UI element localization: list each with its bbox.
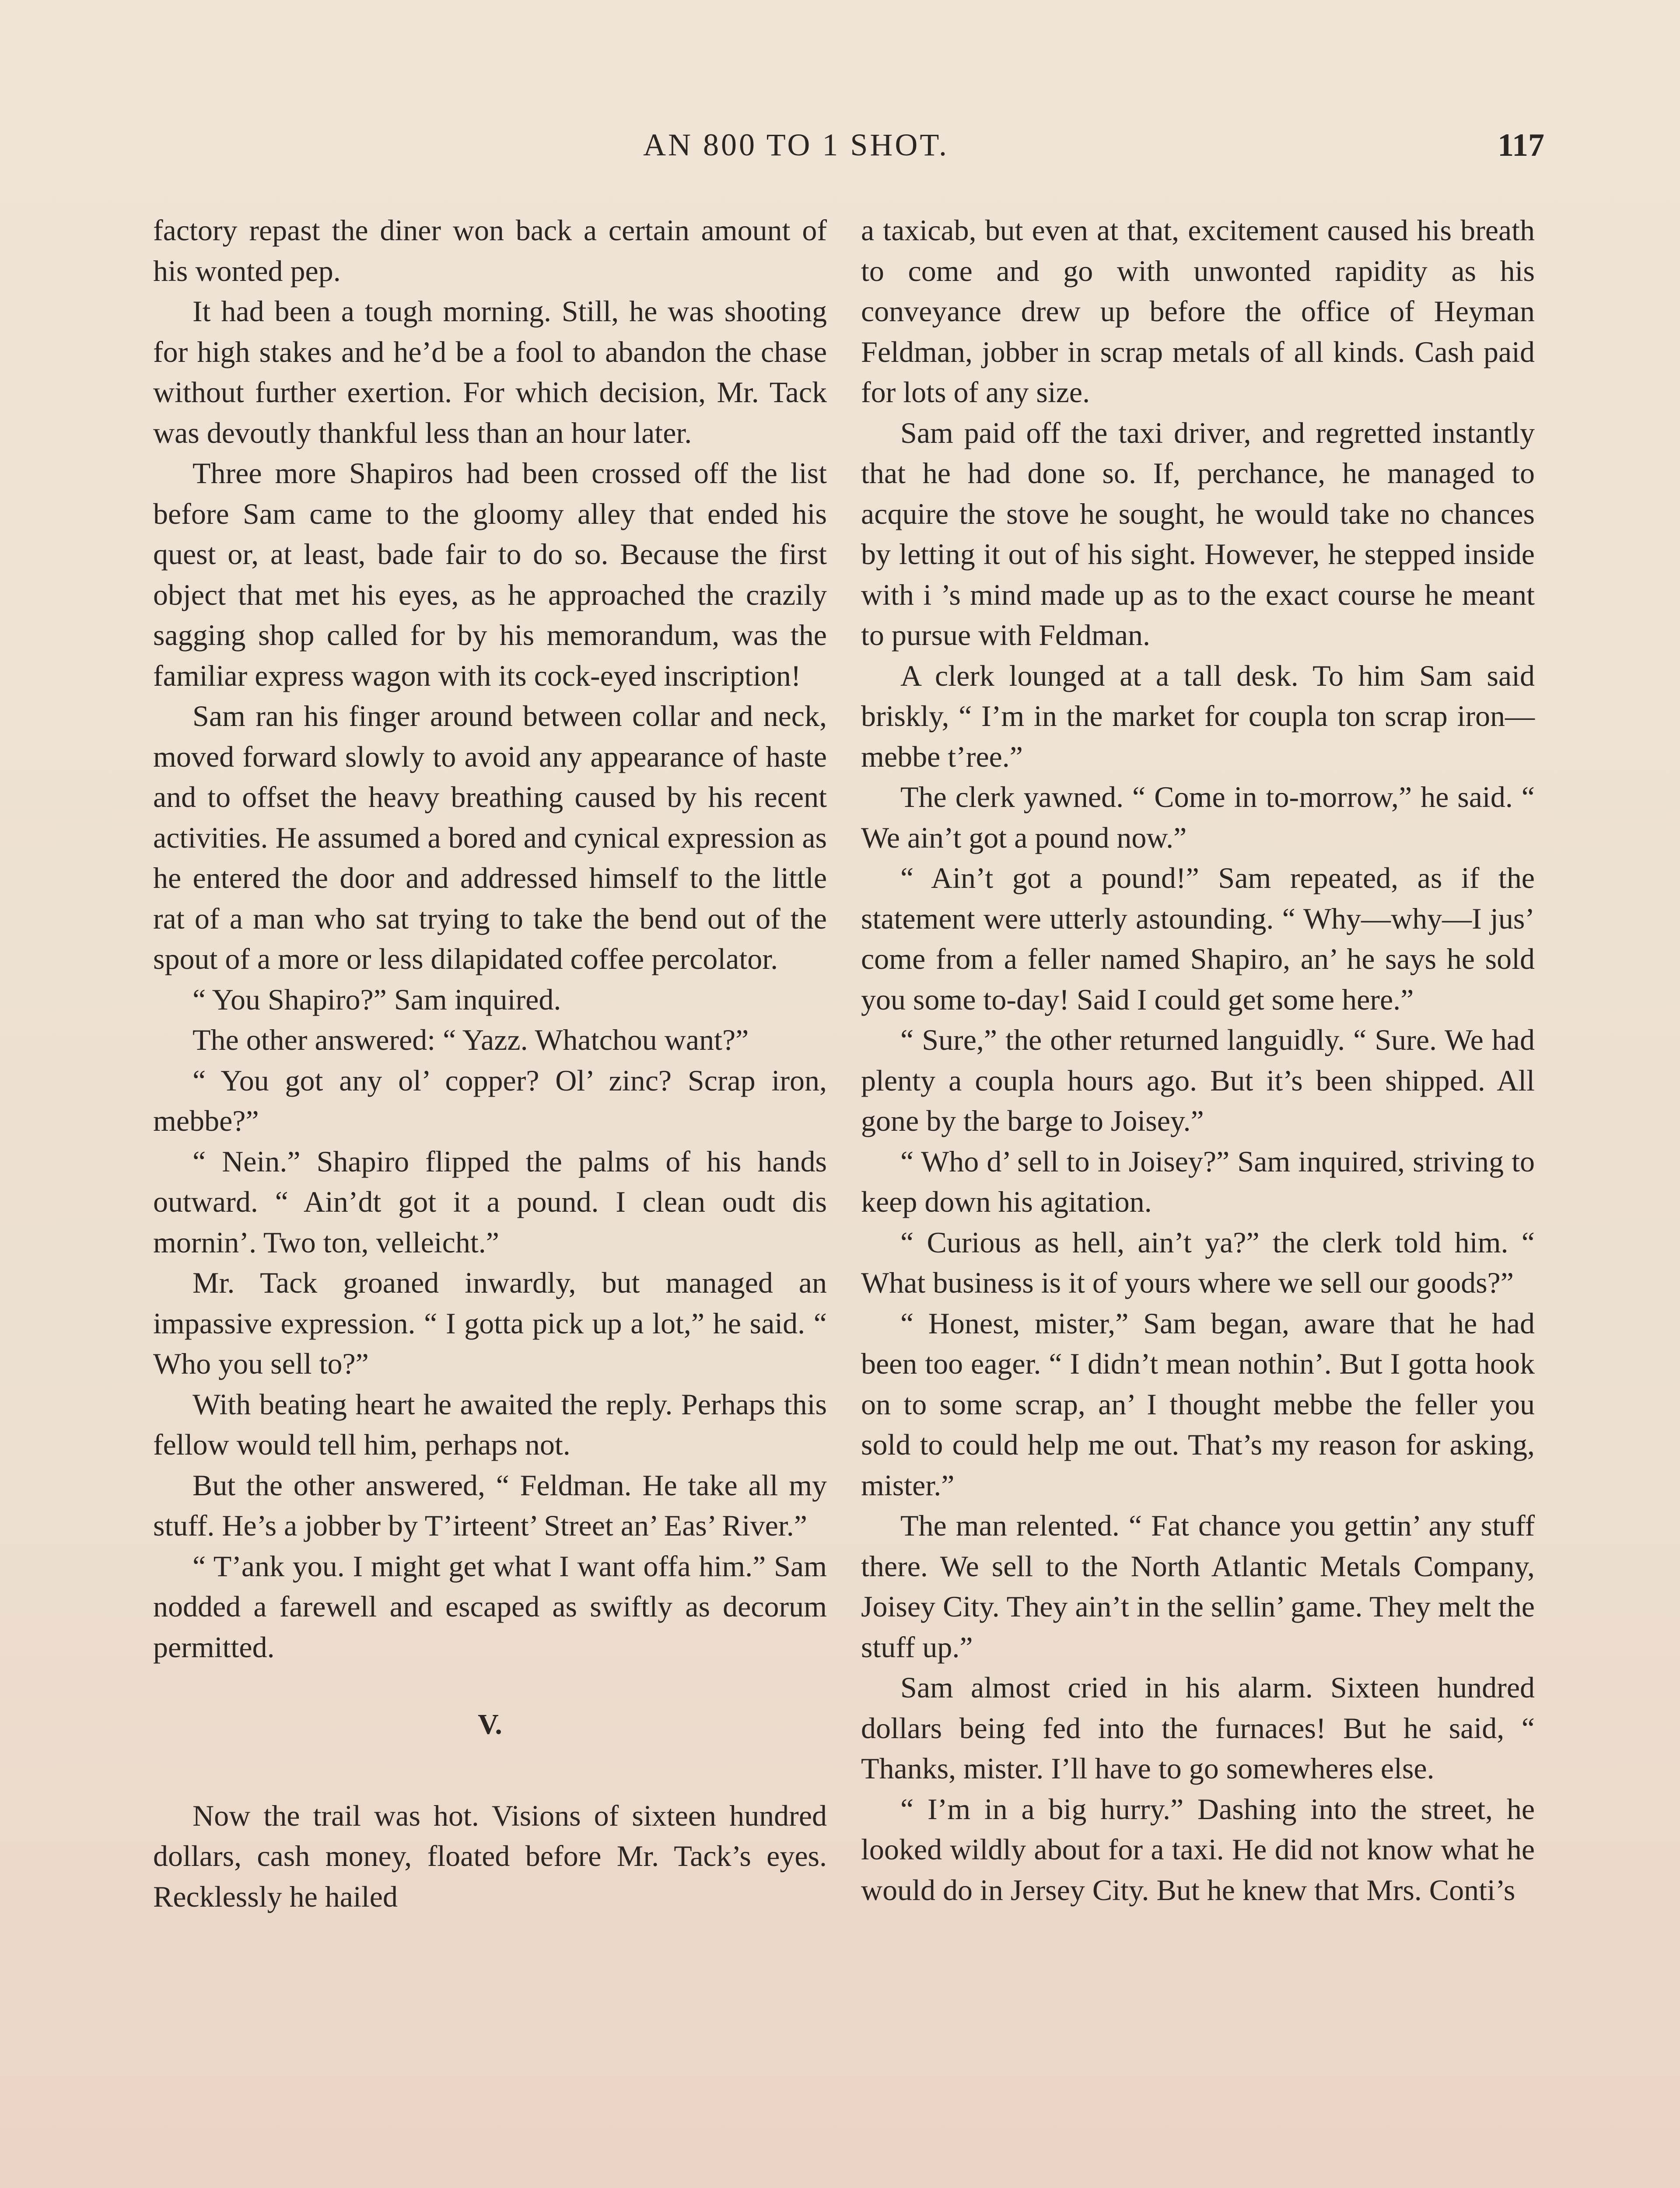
paragraph: Sam ran his finger around between collar and neck, moved forward slowly to avoid any appearance of haste and to offset the heavy breathing caused by his recent activities. He assumed a bored and cynical expression as he entered the door and addressed himself to the little rat of a man who sat trying to take the bend out of the spout of a more or less dilapidated coffee percolator. — [153, 699, 827, 975]
paragraph: The other answered: “ Yazz. Whatchou want?” — [192, 1023, 749, 1056]
paragraph: “ Who d’ sell to in Joisey?” Sam inquired, striving to keep down his agitation. — [861, 1144, 1535, 1218]
paragraph: factory repast the diner won back a certain amount of his wonted pep. — [153, 214, 827, 288]
paragraph: “ You got any ol’ copper? Ol’ zinc? Scrap iron, mebbe?” — [153, 1063, 827, 1137]
paragraph: The man relented. “ Fat chance you gettin’ any stuff there. We sell to the North Atlantic Metals Company, Joisey City. They ain’t in the sellin’ game. They melt the stuff up.” — [861, 1509, 1535, 1664]
right-column — [861, 210, 1535, 1910]
paragraph: “ Sure,” the other returned languidly. “ Sure. We had plenty a coupla hours ago. But it’s been shipped. All gone by the barge to Joisey.” — [861, 1023, 1535, 1137]
paragraph: Mr. Tack groaned inwardly, but managed an impassive expression. “ I gotta pick up a lot,” he said. “ Who you sell to?” — [153, 1266, 827, 1380]
paragraph: Sam almost cried in his alarm. Sixteen hundred dollars being fed into the furnaces! But he said, “ Thanks, mister. I’ll have to go somewheres else. — [861, 1671, 1535, 1785]
page-number: 117 — [1498, 127, 1544, 163]
paragraph: The clerk yawned. “ Come in to-morrow,” he said. “ We ain’t got a pound now.” — [861, 780, 1535, 854]
paragraph: a taxicab, but even at that, excitement caused his breath to come and go with unwonted rapidity as his conveyance drew up before the office of Heyman Feldman, jobber in scrap metals of all kinds. Cash paid for lots of any size. — [861, 214, 1535, 409]
paragraph: “ I’m in a big hurry.” Dashing into the street, he looked wildly about for a taxi. He did not know what he would do in Jersey City. But he knew that Mrs. Conti’s — [861, 1792, 1535, 1907]
paragraph: “ Honest, mister,” Sam began, aware that he had been too eager. “ I didn’t mean nothin’. But I gotta hook on to some scrap, an’ I thought mebbe the feller you sold to could help me out. That’s my reason for asking, mister.” — [861, 1306, 1535, 1502]
paragraph: Sam paid off the taxi driver, and regretted instantly that he had done so. If, perchance, he managed to acquire the stove he sought, he would take no chances by letting it out of his sight. However, he stepped inside with i ’s mind made up as to the exact course he meant to pursue with Feldman. — [861, 416, 1535, 652]
paragraph: “ Ain’t got a pound!” Sam repeated, as if the statement were utterly astounding. “ Why—why—I jus’ come from a feller named Shapiro, an’ he says he sold you some to-day! Said I could get some here.” — [861, 861, 1535, 1016]
page-header — [643, 127, 1544, 175]
paragraph: With beating heart he awaited the reply. Perhaps this fellow would tell him, perhaps not. — [153, 1387, 827, 1461]
left-column — [153, 210, 827, 1917]
paragraph: “ T’ank you. I might get what I want offa him.” Sam nodded a farewell and escaped as swiftly as decorum permitted. — [153, 1549, 827, 1664]
paragraph: It had been a tough morning. Still, he was shooting for high stakes and he’d be a fool to abandon the chase without further exertion. For which decision, Mr. Tack was devoutly thankful less than an hour later. — [153, 295, 827, 449]
paragraph: A clerk lounged at a tall desk. To him Sam said briskly, “ I’m in the market for coupla ton scrap iron—mebbe t’ree.” — [861, 659, 1535, 773]
paragraph: “ Curious as hell, ain’t ya?” the clerk told him. “ What business is it of yours where we sell our goods?” — [861, 1225, 1535, 1299]
paragraph: But the other answered, “ Feldman. He take all my stuff. He’s a jobber by T’irteent’ Street an’ Eas’ River.” — [153, 1468, 827, 1542]
paragraph: Three more Shapiros had been crossed off the list before Sam came to the gloomy alley that ended his quest or, at least, bade fair to do so. Because the first object that met his eyes, as he approached the crazily sagging shop called for by his memorandum, was the familiar express wagon with its cock-eyed inscription! — [153, 456, 827, 692]
paragraph: “ Nein.” Shapiro flipped the palms of his hands outward. “ Ain’dt got it a pound. I clean oudt dis mornin’. Two ton, velleicht.” — [153, 1144, 827, 1259]
section-heading: V. — [478, 1708, 502, 1740]
paragraph: “ You Shapiro?” Sam inquired. — [192, 982, 561, 1016]
running-head: AN 800 TO 1 SHOT. — [643, 127, 949, 162]
paragraph: Now the trail was hot. Visions of sixteen hundred dollars, cash money, floated before Mr. Tack’s eyes. Recklessly he hailed — [153, 1799, 827, 1913]
